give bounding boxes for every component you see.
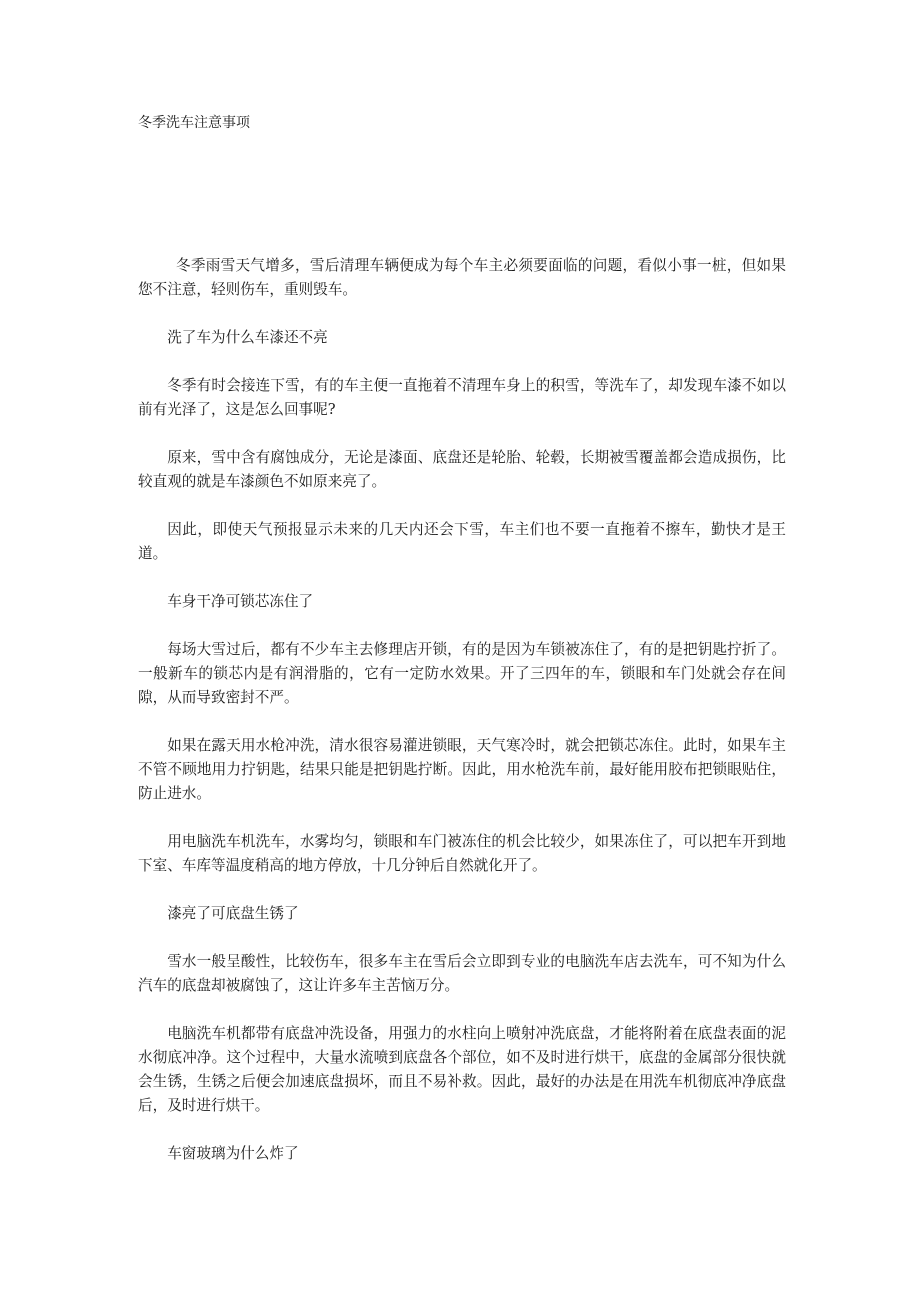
paragraph: 用电脑洗车机洗车，水雾均匀，锁眼和车门被冻住的机会比较少，如果冻住了，可以把车开到地下室、车库等温度稍高的地方停放，十几分钟后自然就化开了。 xyxy=(138,833,786,874)
document-body xyxy=(138,254,786,1166)
paragraph-intro: 冬季雨雪天气增多，雪后清理车辆便成为每个车主必须要面临的问题，看似小事一桩，但如果您不注意，轻则伤车，重则毁车。 xyxy=(138,257,786,298)
paragraph: 因此，即使天气预报显示未来的几天内还会下雪，车主们也不要一直拖着不擦车，勤快才是王道。 xyxy=(138,521,786,562)
paragraph: 每场大雪过后，都有不少车主去修理店开锁，有的是因为车锁被冻住了，有的是把钥匙拧折了。一般新车的锁芯内是有润滑脂的，它有一定防水效果。开了三四年的车，锁眼和车门处就会存在间隙，从而导致密封不严。 xyxy=(138,641,786,706)
document-title: 冬季洗车注意事项 xyxy=(138,115,250,131)
paragraph: 原来，雪中含有腐蚀成分，无论是漆面、底盘还是轮胎、轮毂，长期被雪覆盖都会造成损伤，比较直观的就是车漆颜色不如原来亮了。 xyxy=(138,449,786,490)
paragraph: 电脑洗车机都带有底盘冲洗设备，用强力的水柱向上喷射冲洗底盘，才能将附着在底盘表面的泥水彻底冲净。这个过程中，大量水流喷到底盘各个部位，如不及时进行烘干，底盘的金属部分很快就会生锈，生锈之后便会加速底盘损坏，而且不易补救。因此，最好的办法是在用洗车机彻底冲净底盘后，及时进行烘干。 xyxy=(138,1025,786,1114)
paragraph: 如果在露天用水枪冲洗，清水很容易灌进锁眼，天气寒冷时，就会把锁芯冻住。此时，如果车主不管不顾地用力拧钥匙，结果只能是把钥匙拧断。因此，用水枪洗车前，最好能用胶布把锁眼贴住，防止进水。 xyxy=(138,737,786,802)
section-heading-window-glass: 车窗玻璃为什么炸了 xyxy=(167,1145,299,1162)
section-heading-lock-frozen: 车身干净可锁芯冻住了 xyxy=(167,593,314,610)
paragraph: 雪水一般呈酸性，比较伤车，很多车主在雪后会立即到专业的电脑洗车店去洗车，可不知为什么汽车的底盘却被腐蚀了，这让许多车主苦恼万分。 xyxy=(138,953,786,994)
paragraph: 冬季有时会接连下雪，有的车主便一直拖着不清理车身上的积雪，等洗车了，却发现车漆不如以前有光泽了，这是怎么回事呢? xyxy=(138,377,786,418)
section-heading-paint-dull: 洗了车为什么车漆还不亮 xyxy=(167,329,328,346)
section-heading-chassis-rust: 漆亮了可底盘生锈了 xyxy=(167,905,299,922)
